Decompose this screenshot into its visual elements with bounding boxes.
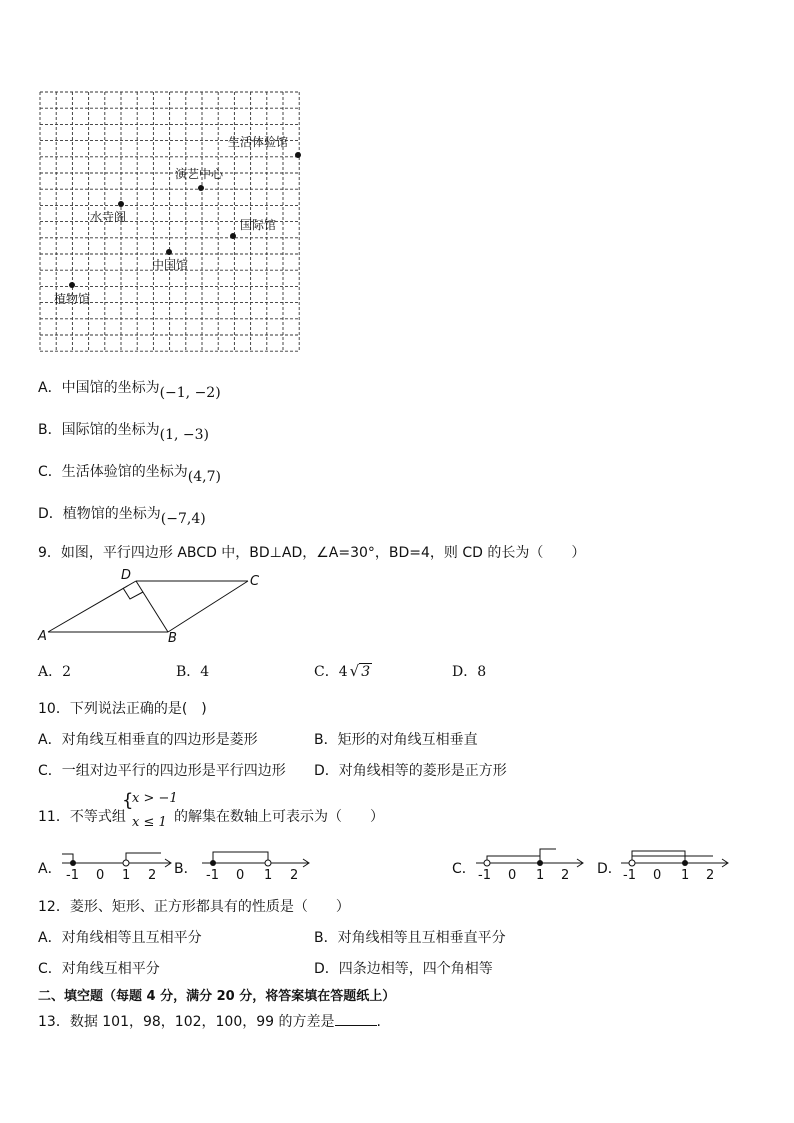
q10-option-b: B．矩形的对角线互相垂直 [314, 732, 478, 748]
tick-d-2: 2 [706, 868, 715, 882]
q11-ineq1: x > −1 [132, 791, 178, 806]
grid-map [0, 0, 340, 360]
section-2-title: 二、填空题（每题 4 分，满分 20 分，将答案填在答题纸上） [38, 989, 396, 1004]
q10-option-a: A．对角线互相垂直的四边形是菱形 [38, 732, 258, 748]
label-plant-hall: 植物馆 [54, 292, 91, 306]
q8-option-c: C．生活体验馆的坐标为(4,7) [38, 464, 221, 485]
point-life-hall [295, 152, 301, 158]
vertex-c: C [250, 574, 260, 589]
q11-prefix: 11．不等式组 [38, 809, 126, 825]
vertex-d: D [121, 568, 132, 583]
tick-a-1: 1 [122, 868, 131, 882]
tick-c-1: 1 [536, 868, 545, 882]
label-life-hall: 生活体验馆 [228, 135, 289, 149]
answer-blank[interactable] [335, 1013, 377, 1026]
tick-d-neg1: -1 [623, 868, 636, 882]
label-art-center: 演艺中心 [175, 167, 224, 181]
q10-option-d: D．对角线相等的菱形是正方形 [314, 763, 507, 779]
label-china-hall: 中国馆 [152, 258, 189, 272]
tick-b-neg1: -1 [206, 868, 219, 882]
q10-stem: 10．下列说法正确的是( ) [38, 701, 207, 717]
q12-option-d: D．四条边相等，四个角相等 [314, 961, 493, 977]
q9-option-a: A．2 [38, 664, 72, 680]
brace-icon: { [122, 790, 134, 811]
q12-option-a: A．对角线相等且互相平分 [38, 930, 202, 946]
q8-option-b: B．国际馆的坐标为(1, −3) [38, 422, 209, 443]
q12-stem: 12．菱形、矩形、正方形都具有的性质是（ ） [38, 899, 350, 915]
label-intl-hall: 国际馆 [240, 218, 277, 232]
number-line-c [472, 846, 590, 882]
vertex-a: A [38, 629, 47, 644]
q9-option-c: C．4 √ 3 [314, 662, 371, 680]
q8-option-a: A．中国馆的坐标为(−1, −2) [38, 380, 221, 401]
q8-option-d: D．植物馆的坐标为(−7,4) [38, 506, 206, 527]
q11-ineq2: x ≤ 1 [132, 815, 167, 830]
number-line-b [198, 846, 314, 882]
tick-c-2: 2 [561, 868, 570, 882]
q9-stem: 9．如图，平行四边形 ABCD 中，BD⊥AD，∠A=30°，BD=4，则 CD 的长为（ ） [38, 545, 586, 561]
q11-option-a-letter: A． [38, 861, 62, 877]
tick-a-0: 0 [96, 868, 105, 882]
q13: 13．数据 101，98，102，100，99 的方差是 . [38, 1014, 381, 1030]
q11-suffix: 的解集在数轴上可表示为（ ） [174, 809, 384, 825]
q11-option-b-letter: B． [174, 861, 198, 877]
q12-option-c: C．对角线互相平分 [38, 961, 160, 977]
tick-d-1: 1 [681, 868, 690, 882]
vertex-b: B [168, 631, 177, 646]
tick-d-0: 0 [653, 868, 662, 882]
point-plant-hall [69, 282, 75, 288]
sqrt-radicand: 3 [361, 664, 371, 680]
q11-option-c-letter: C． [452, 861, 476, 877]
label-water-pavilion: 水寺阁 [90, 210, 127, 224]
tick-a-2: 2 [148, 868, 157, 882]
point-water-pavilion [118, 201, 124, 207]
q10-option-c: C．一组对边平行的四边形是平行四边形 [38, 763, 286, 779]
point-art-center [198, 185, 204, 191]
point-intl-hall [230, 233, 236, 239]
q9-option-b: B．4 [176, 664, 210, 680]
tick-c-neg1: -1 [478, 868, 491, 882]
q11-option-d-letter: D． [597, 861, 622, 877]
q12-option-b: B．对角线相等且互相垂直平分 [314, 930, 506, 946]
number-line-a [58, 846, 178, 882]
tick-b-1: 1 [264, 868, 273, 882]
tick-a-neg1: -1 [66, 868, 79, 882]
tick-b-0: 0 [236, 868, 245, 882]
tick-b-2: 2 [290, 868, 299, 882]
q9-option-d: D．8 [452, 664, 487, 680]
point-china-hall [166, 249, 172, 255]
tick-c-0: 0 [508, 868, 517, 882]
parallelogram-figure [30, 566, 280, 646]
number-line-d [617, 846, 735, 882]
